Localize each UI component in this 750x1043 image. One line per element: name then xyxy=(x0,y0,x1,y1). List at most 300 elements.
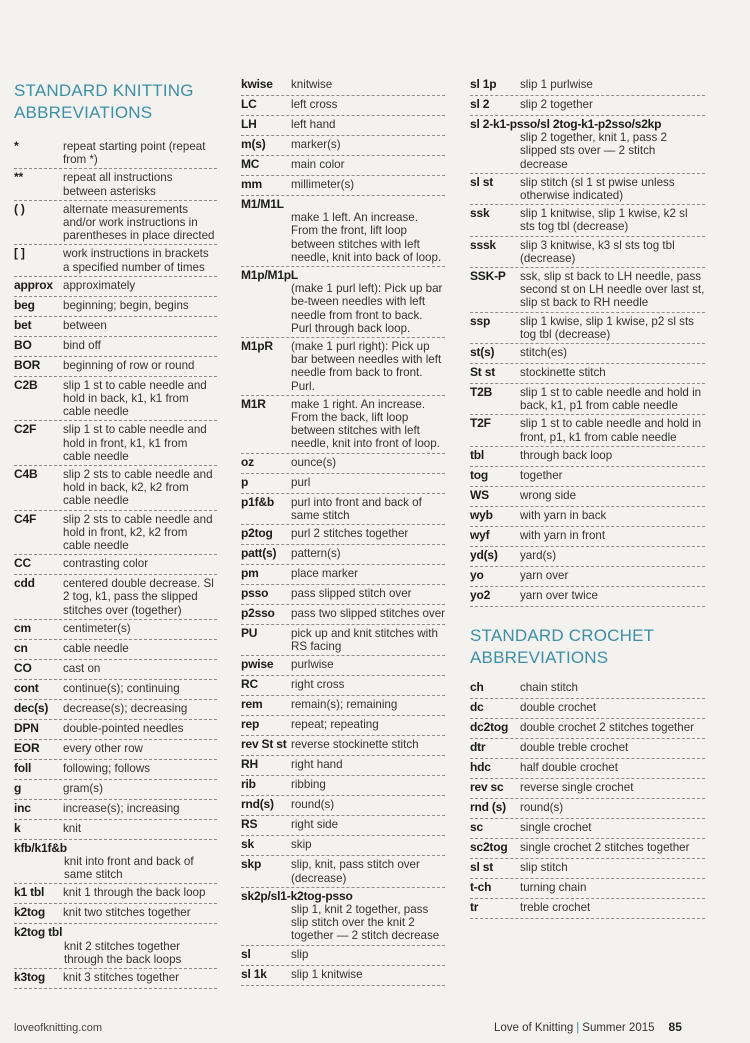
abbreviation-term: sk xyxy=(241,837,254,852)
abbreviation-term: sc xyxy=(470,819,483,834)
abbreviation-definition: through back loop xyxy=(520,448,613,462)
abbreviation-definition: slip 2 together xyxy=(520,98,593,111)
abbreviation-term: [ ] xyxy=(14,246,25,261)
abbreviation-definition: cast on xyxy=(63,661,101,675)
abbreviation-definition: wrong side xyxy=(520,488,577,502)
abbreviation-row xyxy=(470,587,705,607)
abbreviation-term: approx xyxy=(14,277,53,292)
abbreviation-term: beg xyxy=(14,297,35,312)
abbreviation-row xyxy=(14,575,217,620)
abbreviation-term: dec(s) xyxy=(14,700,49,715)
abbreviation-definition: reverse single crochet xyxy=(520,780,634,794)
abbreviation-definition: marker(s) xyxy=(291,138,341,151)
abbreviation-definition: place marker xyxy=(291,567,359,581)
footer-site: loveofknitting.com xyxy=(14,1022,103,1034)
abbreviation-row xyxy=(14,201,217,246)
abbreviation-term: k2tog xyxy=(14,905,46,920)
abbreviation-term: psso xyxy=(241,586,269,601)
abbreviation-definition: yarn over xyxy=(520,568,569,582)
abbreviation-definition: make 1 left. An increase. From the front, lift loop between stitches with left needle, knit into back of loop. xyxy=(291,211,442,264)
abbreviation-term: kwise xyxy=(241,77,273,91)
abbreviation-row xyxy=(470,174,705,205)
abbreviation-definition: ribbing xyxy=(291,778,326,792)
abbreviation-row xyxy=(14,357,217,377)
abbreviation-row xyxy=(14,840,217,885)
abbreviation-row xyxy=(14,640,217,660)
abbreviation-definition: right side xyxy=(291,818,339,832)
knitting-list-1 xyxy=(14,138,217,989)
abbreviation-term: yo2 xyxy=(470,587,491,602)
abbreviation-definition: pass two slipped stitches over xyxy=(291,607,446,621)
knitting-heading: STANDARD KNITTING ABBREVIATIONS xyxy=(14,81,194,122)
abbreviation-row xyxy=(241,856,445,887)
abbreviation-row xyxy=(470,237,705,268)
abbreviation-definition: left hand xyxy=(291,118,336,131)
abbreviation-definition: slip stitch (sl 1 st pwise unless otherwise indicated) xyxy=(520,175,675,203)
abbreviation-term: wyb xyxy=(470,507,493,522)
abbreviation-term: M1/M1L xyxy=(241,197,284,211)
abbreviation-term: RC xyxy=(241,677,258,692)
abbreviation-term: DPN xyxy=(14,720,39,735)
abbreviation-row xyxy=(470,819,705,839)
abbreviation-term: p2sso xyxy=(241,606,275,621)
abbreviation-term: dc2tog xyxy=(470,719,509,734)
abbreviation-row xyxy=(241,816,445,836)
abbreviation-term: rib xyxy=(241,777,256,792)
abbreviation-definition: chain stitch xyxy=(520,680,578,694)
abbreviation-row xyxy=(241,756,445,776)
abbreviation-definition: ounce(s) xyxy=(291,455,337,469)
abbreviation-row xyxy=(470,839,705,859)
abbreviation-definition: ssk, slip st back to LH needle, pass second st on LH needle over last st, slip st back to RH needle xyxy=(520,270,705,310)
abbreviation-row xyxy=(470,507,705,527)
abbreviation-definition: pass slipped stitch over xyxy=(291,587,412,601)
abbreviation-term: rnd(s) xyxy=(241,797,274,812)
abbreviation-term: BOR xyxy=(14,357,41,372)
abbreviation-row xyxy=(241,525,445,545)
abbreviation-definition: knit into front and back of same stitch xyxy=(64,855,194,882)
abbreviation-term: rem xyxy=(241,697,263,712)
abbreviation-row xyxy=(14,620,217,640)
abbreviation-term: yd(s) xyxy=(470,547,498,562)
abbreviation-term: ** xyxy=(14,170,23,185)
abbreviation-definition: every other row xyxy=(63,741,143,755)
abbreviation-term: rnd (s) xyxy=(470,799,506,814)
abbreviation-term: m(s) xyxy=(241,137,266,151)
abbreviation-term: sl 1p xyxy=(470,77,497,91)
abbreviation-row xyxy=(14,680,217,700)
abbreviation-row xyxy=(14,800,217,820)
abbreviation-row xyxy=(14,245,217,276)
abbreviation-row xyxy=(14,377,217,422)
abbreviation-term: cn xyxy=(14,640,28,655)
abbreviation-term: kfb/k1f&b xyxy=(14,840,67,855)
abbreviation-definition: between xyxy=(63,318,107,332)
abbreviation-row xyxy=(470,899,705,919)
abbreviation-row xyxy=(14,169,217,200)
abbreviation-row xyxy=(241,338,445,396)
abbreviation-row xyxy=(241,776,445,796)
abbreviation-row xyxy=(470,313,705,344)
abbreviation-definition: alternate measurements and/or work instructions in parentheses in place directed xyxy=(63,202,215,243)
abbreviation-definition: slip stitch xyxy=(520,860,568,874)
abbreviation-definition: double treble crochet xyxy=(520,740,629,754)
abbreviation-row xyxy=(470,759,705,779)
abbreviation-definition: make 1 right. An increase. From the back, lift loop between stitches with left needle, knit into front of loop. xyxy=(291,397,440,451)
abbreviation-definition: slip 1 st to cable needle and hold in front, p1, k1 from cable needle xyxy=(520,417,702,444)
abbreviation-definition: continue(s); continuing xyxy=(63,681,180,695)
abbreviation-row xyxy=(470,779,705,799)
abbreviation-term: tr xyxy=(470,899,479,914)
abbreviation-term: t-ch xyxy=(470,879,492,894)
abbreviation-row xyxy=(14,904,217,924)
knitting-list-2 xyxy=(241,76,445,986)
abbreviation-row xyxy=(241,796,445,816)
abbreviation-term: g xyxy=(14,780,22,795)
abbreviation-row xyxy=(241,474,445,494)
abbreviation-definition: slip 3 knitwise, k3 sl sts tog tbl (decrease) xyxy=(520,238,675,265)
abbreviation-row xyxy=(241,267,445,338)
abbreviation-definition: single crochet xyxy=(520,820,592,834)
abbreviation-row xyxy=(14,700,217,720)
abbreviation-row xyxy=(14,337,217,357)
abbreviation-term: sc2tog xyxy=(470,839,508,854)
abbreviation-term: foll xyxy=(14,760,32,775)
abbreviation-row xyxy=(241,836,445,856)
abbreviation-row xyxy=(241,716,445,736)
abbreviation-row xyxy=(14,297,217,317)
abbreviation-term: tog xyxy=(470,467,489,482)
abbreviation-definition: turning chain xyxy=(520,880,587,894)
abbreviation-definition: slip 1 knitwise xyxy=(291,967,363,981)
abbreviation-definition: slip 1 st to cable needle and hold in back, k1, k1 from cable needle xyxy=(63,378,207,419)
abbreviation-row xyxy=(241,625,445,656)
abbreviation-definition: purl xyxy=(291,475,311,489)
abbreviation-term: LC xyxy=(241,97,257,111)
abbreviation-row xyxy=(14,421,217,466)
abbreviation-row xyxy=(470,205,705,236)
abbreviation-row xyxy=(241,565,445,585)
abbreviation-definition: single crochet 2 stitches together xyxy=(520,840,690,854)
abbreviation-row xyxy=(470,364,705,384)
abbreviation-definition: slip 1 st to cable needle and hold in back, k1, p1 from cable needle xyxy=(520,386,702,413)
abbreviation-term: sk2p/sl1-k2tog-psso xyxy=(241,888,353,903)
abbreviation-term: C2F xyxy=(14,422,37,437)
abbreviation-term: ssp xyxy=(470,313,491,328)
abbreviation-definition: slip, knit, pass stitch over (decrease) xyxy=(291,858,420,885)
abbreviation-term: pm xyxy=(241,566,259,581)
abbreviation-row xyxy=(241,966,445,986)
abbreviation-row xyxy=(14,317,217,337)
abbreviation-term: SSK-P xyxy=(470,269,506,284)
abbreviation-row xyxy=(470,447,705,467)
abbreviation-row xyxy=(470,547,705,567)
abbreviation-row xyxy=(241,676,445,696)
abbreviation-term: ch xyxy=(470,679,484,694)
abbreviation-definition: double-pointed needles xyxy=(63,721,184,735)
abbreviation-row xyxy=(241,494,445,525)
abbreviation-row xyxy=(241,454,445,474)
abbreviation-term: oz xyxy=(241,454,254,469)
abbreviation-row xyxy=(470,679,705,699)
abbreviation-term: RS xyxy=(241,817,258,832)
abbreviation-term: k3tog xyxy=(14,970,46,985)
abbreviation-definition: gram(s) xyxy=(63,781,103,795)
abbreviation-term: cont xyxy=(14,680,39,695)
abbreviation-row xyxy=(470,527,705,547)
abbreviation-term: sssk xyxy=(470,237,496,252)
abbreviation-definition: (make 1 purl left): Pick up bar be-tween needles with left needle from front to back. Purl through back loop. xyxy=(291,282,443,335)
abbreviation-row xyxy=(241,888,445,946)
abbreviation-term: sl 2 xyxy=(470,97,490,111)
abbreviation-row xyxy=(470,739,705,759)
abbreviation-definition: repeat all instructions between asterisks xyxy=(63,171,173,198)
abbreviation-term: LH xyxy=(241,117,257,131)
abbreviation-definition: beginning; begin, begins xyxy=(63,298,189,312)
abbreviation-definition: pattern(s) xyxy=(291,547,341,561)
abbreviation-term: St st xyxy=(470,365,496,380)
knitting-column-2 xyxy=(241,76,445,986)
abbreviation-term: sl xyxy=(241,946,251,961)
abbreviation-definition: slip 2 sts to cable needle and hold in back, k2, k2 from cable needle xyxy=(63,468,213,508)
abbreviation-row xyxy=(14,138,217,169)
abbreviation-term: CC xyxy=(14,556,31,571)
abbreviation-row xyxy=(470,415,705,446)
abbreviation-definition: repeat; repeating xyxy=(291,718,379,732)
abbreviation-row xyxy=(241,656,445,676)
abbreviation-term: k1 tbl xyxy=(14,885,45,900)
abbreviation-term: T2B xyxy=(470,385,493,400)
abbreviation-row xyxy=(470,116,705,174)
abbreviation-row xyxy=(14,820,217,840)
abbreviation-row xyxy=(14,555,217,575)
abbreviation-term: st(s) xyxy=(470,345,495,360)
abbreviation-row xyxy=(241,946,445,966)
abbreviation-term: rev St st xyxy=(241,737,287,752)
abbreviation-term: BO xyxy=(14,337,32,352)
abbreviation-row xyxy=(14,780,217,800)
abbreviation-definition: stockinette stitch xyxy=(520,366,606,380)
abbreviation-term: p xyxy=(241,474,249,489)
abbreviation-definition: knitwise xyxy=(291,78,333,91)
abbreviation-definition: reverse stockinette stitch xyxy=(291,738,419,752)
abbreviation-definition: stitch(es) xyxy=(520,346,568,360)
abbreviation-definition: slip 1 kwise, slip 1 kwise, p2 sl sts tog tbl (decrease) xyxy=(520,314,694,341)
abbreviation-row xyxy=(241,116,445,136)
abbreviation-term: rev sc xyxy=(470,779,504,794)
abbreviation-term: WS xyxy=(470,487,489,502)
abbreviation-term: bet xyxy=(14,317,32,332)
abbreviation-row xyxy=(241,585,445,605)
abbreviation-definition: knit 3 stitches together xyxy=(63,971,179,985)
abbreviation-term: T2F xyxy=(470,416,491,431)
abbreviation-term: k xyxy=(14,820,21,835)
abbreviation-term: patt(s) xyxy=(241,546,277,561)
abbreviation-term: p1f&b xyxy=(241,494,274,509)
abbreviation-row xyxy=(470,487,705,507)
abbreviation-term: hdc xyxy=(470,759,491,774)
abbreviation-term: M1p/M1pL xyxy=(241,268,299,283)
abbreviation-term: rep xyxy=(241,717,260,732)
abbreviation-row xyxy=(14,969,217,989)
abbreviation-row xyxy=(14,466,217,511)
abbreviation-row xyxy=(470,344,705,364)
footer-separator: | xyxy=(576,1022,580,1034)
abbreviation-term: C4F xyxy=(14,511,37,526)
footer-magazine: Love of Knitting xyxy=(494,1022,574,1034)
abbreviation-term: yo xyxy=(470,567,484,582)
abbreviation-definition: round(s) xyxy=(291,798,335,812)
abbreviation-row xyxy=(470,719,705,739)
abbreviation-definition: main color xyxy=(291,158,345,171)
abbreviation-definition: knit 2 stitches together through the back loops xyxy=(64,939,182,966)
abbreviation-row xyxy=(470,76,705,96)
abbreviation-definition: yard(s) xyxy=(520,548,557,562)
abbreviation-term: M1R xyxy=(241,396,266,411)
abbreviation-definition: slip 1 knitwise, slip 1 kwise, k2 sl sts tog tbl (decrease) xyxy=(520,207,688,234)
crochet-heading: STANDARD CROCHET ABBREVIATIONS xyxy=(470,625,655,667)
abbreviation-term: sl st xyxy=(470,174,494,189)
abbreviation-definition: right hand xyxy=(291,758,343,772)
knitting-column-1 xyxy=(14,76,217,989)
abbreviation-term: * xyxy=(14,139,19,153)
footer-issue-info xyxy=(494,1020,682,1034)
abbreviation-definition: remain(s); remaining xyxy=(291,698,398,712)
abbreviation-term: sl st xyxy=(470,859,494,874)
abbreviation-term: wyf xyxy=(470,527,490,542)
abbreviation-term: dtr xyxy=(470,739,486,754)
abbreviation-definition: (make 1 purl right): Pick up bar between needles with left needle from back to front. Purl. xyxy=(291,340,442,393)
abbreviation-definition: following; follows xyxy=(63,761,150,775)
abbreviation-term: C4B xyxy=(14,467,38,482)
abbreviation-row xyxy=(14,760,217,780)
knitting-list-3 xyxy=(470,76,705,607)
abbreviation-definition: increase(s); increasing xyxy=(63,801,180,815)
abbreviation-term: cm xyxy=(14,620,31,635)
abbreviation-row xyxy=(14,740,217,760)
abbreviation-term: MC xyxy=(241,157,260,171)
abbreviation-definition: decrease(s); decreasing xyxy=(63,701,188,715)
abbreviation-definition: centered double decrease. Sl 2 tog, k1, pass the slipped stitches over (together) xyxy=(63,577,214,617)
abbreviation-definition: together xyxy=(520,468,563,482)
abbreviation-row xyxy=(470,567,705,587)
abbreviation-definition: beginning of row or round xyxy=(63,358,195,372)
abbreviation-row xyxy=(241,196,445,267)
abbreviation-definition: centimeter(s) xyxy=(63,621,131,635)
abbreviation-definition: approximately xyxy=(63,278,136,292)
abbreviation-row xyxy=(241,176,445,196)
abbreviation-row xyxy=(470,268,705,313)
abbreviation-definition: purlwise xyxy=(291,658,334,672)
footer-issue: Summer 2015 xyxy=(582,1022,655,1034)
abbreviation-definition: slip 1 purlwise xyxy=(520,78,593,91)
abbreviation-row xyxy=(470,859,705,879)
abbreviation-row xyxy=(470,467,705,487)
abbreviation-definition: purl 2 stitches together xyxy=(291,527,409,541)
page-number: 85 xyxy=(668,1020,682,1034)
abbreviation-term: cdd xyxy=(14,576,35,591)
abbreviation-definition: knit two stitches together xyxy=(63,906,191,920)
crochet-list xyxy=(470,679,705,919)
abbreviation-definition: work instructions in brackets a specified number of times xyxy=(63,247,209,274)
knitting-column-3 xyxy=(470,76,705,919)
abbreviation-definition: slip 2 sts to cable needle and hold in front, k2, k2 from cable needle xyxy=(63,512,213,553)
abbreviation-row xyxy=(14,660,217,680)
abbreviation-term: sl 2-k1-psso/sl 2tog-k1-p2sso/s2kp xyxy=(470,117,662,131)
abbreviation-definition: repeat starting point (repeat from *) xyxy=(63,140,206,167)
abbreviation-row xyxy=(241,76,445,96)
abbreviation-definition: round(s) xyxy=(520,800,564,814)
abbreviation-definition: bind off xyxy=(63,338,101,352)
abbreviation-term: p2tog xyxy=(241,526,273,541)
abbreviation-row xyxy=(14,720,217,740)
abbreviation-definition: contrasting color xyxy=(63,557,149,571)
abbreviation-definition: slip xyxy=(291,947,309,961)
abbreviation-term: dc xyxy=(470,699,484,714)
abbreviation-definition: knit 1 through the back loop xyxy=(63,886,206,900)
abbreviation-definition: double crochet 2 stitches together xyxy=(520,720,695,734)
abbreviation-term: sl 1k xyxy=(241,966,267,981)
abbreviation-term: EOR xyxy=(14,740,40,755)
abbreviation-definition: with yarn in back xyxy=(520,508,607,522)
abbreviation-definition: millimeter(s) xyxy=(291,178,355,191)
abbreviation-term: C2B xyxy=(14,377,38,392)
abbreviation-term: mm xyxy=(241,177,262,191)
abbreviation-term: skp xyxy=(241,857,262,872)
abbreviation-term: k2tog tbl xyxy=(14,925,63,940)
abbreviation-term: inc xyxy=(14,800,31,815)
abbreviation-row xyxy=(241,605,445,625)
abbreviation-row xyxy=(241,396,445,454)
abbreviation-definition: slip 1 st to cable needle and hold in front, k1, k1 from cable needle xyxy=(63,423,207,463)
abbreviation-definition: with yarn in front xyxy=(520,528,606,542)
abbreviation-term: RH xyxy=(241,757,258,772)
abbreviation-definition: half double crochet xyxy=(520,760,618,774)
abbreviation-term: tbl xyxy=(470,447,485,462)
abbreviation-definition: treble crochet xyxy=(520,900,591,914)
abbreviation-definition: yarn over twice xyxy=(520,588,598,602)
abbreviation-row xyxy=(14,277,217,297)
abbreviation-definition: slip 1, knit 2 together, pass slip stitch over the knit 2 together — 2 stitch decrease xyxy=(291,903,440,943)
abbreviation-row xyxy=(14,884,217,904)
abbreviation-definition: left cross xyxy=(291,98,338,111)
abbreviation-row xyxy=(241,696,445,716)
abbreviation-definition: skip xyxy=(291,838,312,852)
abbreviation-definition: double crochet xyxy=(520,700,597,714)
abbreviation-row xyxy=(470,699,705,719)
abbreviation-row xyxy=(14,924,217,969)
abbreviation-definition: knit xyxy=(63,821,82,835)
abbreviation-definition: cable needle xyxy=(63,641,129,655)
abbreviation-term: ssk xyxy=(470,206,490,221)
abbreviation-row xyxy=(241,545,445,565)
abbreviation-row xyxy=(470,879,705,899)
abbreviation-term: CO xyxy=(14,660,32,675)
abbreviation-row xyxy=(470,799,705,819)
abbreviation-row xyxy=(470,96,705,116)
abbreviation-definition: right cross xyxy=(291,678,345,692)
abbreviation-row xyxy=(241,156,445,176)
abbreviation-definition: purl into front and back of same stitch xyxy=(291,495,422,522)
abbreviation-term: ( ) xyxy=(14,201,25,216)
abbreviation-definition: pick up and knit stitches with RS facing xyxy=(291,627,438,654)
abbreviation-definition: slip 2 together, knit 1, pass 2 slipped sts over — 2 stitch decrease xyxy=(520,131,667,171)
abbreviation-term: PU xyxy=(241,626,258,641)
abbreviation-row xyxy=(14,511,217,556)
abbreviation-row xyxy=(241,736,445,756)
abbreviation-row xyxy=(241,136,445,156)
abbreviation-row xyxy=(470,384,705,415)
